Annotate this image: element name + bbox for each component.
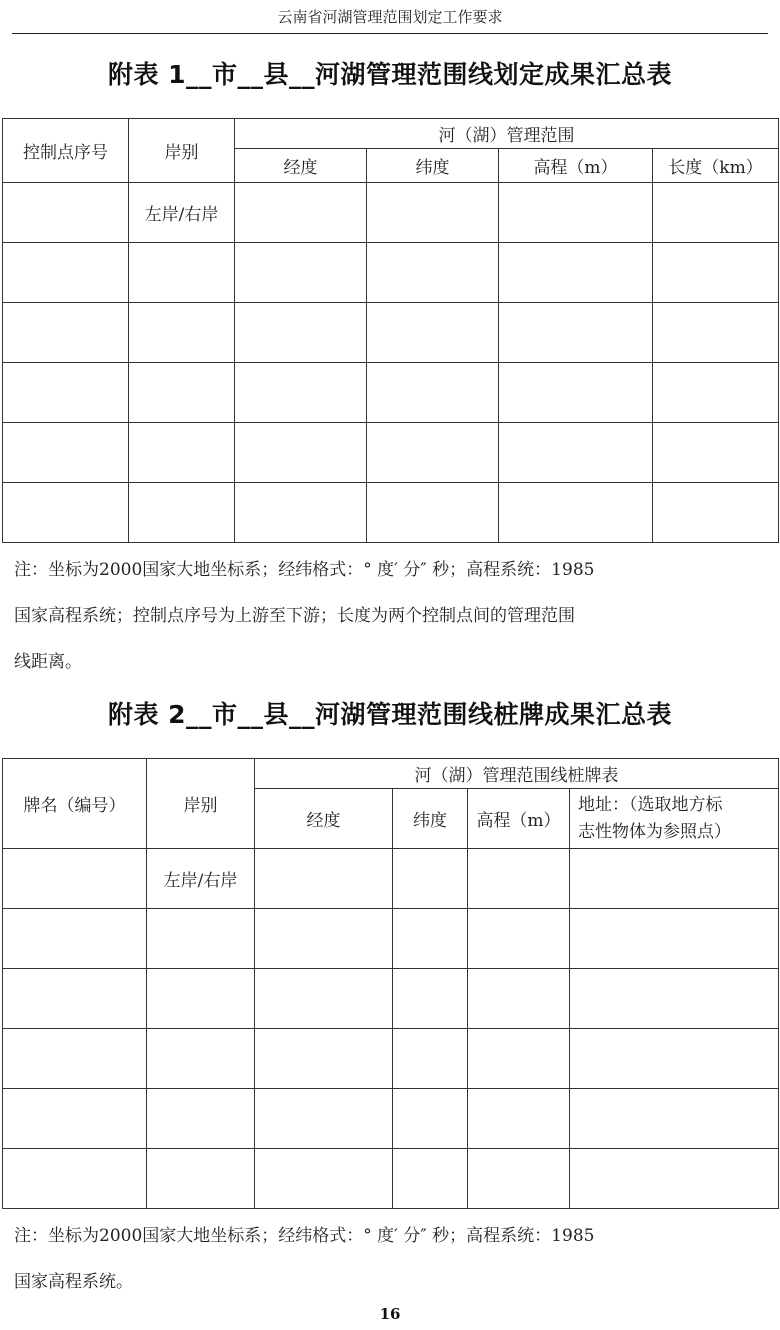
cell[interactable] bbox=[235, 363, 367, 423]
cell[interactable] bbox=[570, 969, 779, 1029]
cell[interactable] bbox=[367, 483, 499, 543]
cell[interactable]: 左岸/右岸 bbox=[129, 183, 235, 243]
cell[interactable] bbox=[468, 1029, 570, 1089]
cell[interactable] bbox=[3, 363, 129, 423]
cell[interactable] bbox=[570, 909, 779, 969]
table2-title: 附表 2__市__县__河湖管理范围线桩牌成果汇总表 bbox=[107, 700, 673, 729]
cell[interactable] bbox=[3, 1089, 147, 1149]
cell[interactable] bbox=[468, 1089, 570, 1149]
table1-title: 附表 1__市__县__河湖管理范围线划定成果汇总表 bbox=[107, 60, 673, 89]
cell[interactable] bbox=[3, 183, 129, 243]
header-bank: 岸别 bbox=[147, 759, 255, 849]
table1-note-line: 国家高程系统；控制点序号为上游至下游；长度为两个控制点间的管理范围 bbox=[14, 606, 575, 626]
cell[interactable] bbox=[393, 1149, 468, 1209]
header-rule bbox=[12, 33, 768, 34]
table-row bbox=[3, 1149, 779, 1209]
cell[interactable] bbox=[3, 1149, 147, 1209]
cell[interactable] bbox=[129, 363, 235, 423]
cell[interactable] bbox=[235, 303, 367, 363]
cell[interactable] bbox=[653, 303, 779, 363]
cell[interactable] bbox=[3, 483, 129, 543]
cell[interactable] bbox=[3, 909, 147, 969]
cell[interactable] bbox=[255, 1149, 393, 1209]
running-header: 云南省河湖管理范围划定工作要求 bbox=[277, 8, 503, 26]
table-row bbox=[3, 363, 779, 423]
page-number: 16 bbox=[379, 1305, 401, 1323]
header-seq: 控制点序号 bbox=[3, 119, 129, 183]
cell[interactable] bbox=[255, 849, 393, 909]
cell[interactable] bbox=[255, 1089, 393, 1149]
cell[interactable] bbox=[3, 243, 129, 303]
cell[interactable] bbox=[499, 423, 653, 483]
cell[interactable]: 左岸/右岸 bbox=[147, 849, 255, 909]
table-row bbox=[3, 969, 779, 1029]
cell[interactable] bbox=[255, 1029, 393, 1089]
cell[interactable] bbox=[3, 969, 147, 1029]
cell[interactable] bbox=[393, 849, 468, 909]
table-row bbox=[3, 909, 779, 969]
cell[interactable] bbox=[255, 909, 393, 969]
cell[interactable] bbox=[653, 483, 779, 543]
table2-note-line: 注：坐标为2000国家大地坐标系；经纬格式：° 度′ 分″ 秒；高程系统：1985 bbox=[14, 1226, 595, 1246]
cell[interactable] bbox=[653, 183, 779, 243]
cell[interactable] bbox=[129, 303, 235, 363]
cell[interactable] bbox=[499, 363, 653, 423]
cell[interactable] bbox=[468, 1149, 570, 1209]
cell[interactable] bbox=[468, 909, 570, 969]
cell[interactable] bbox=[3, 423, 129, 483]
table1 bbox=[2, 118, 779, 543]
cell[interactable] bbox=[367, 363, 499, 423]
table-row bbox=[3, 243, 779, 303]
table1-note-line: 注：坐标为2000国家大地坐标系；经纬格式：° 度′ 分″ 秒；高程系统：1985 bbox=[14, 560, 595, 580]
cell[interactable] bbox=[499, 183, 653, 243]
cell[interactable] bbox=[570, 849, 779, 909]
cell[interactable] bbox=[3, 1029, 147, 1089]
cell[interactable] bbox=[147, 909, 255, 969]
table-row bbox=[3, 423, 779, 483]
cell[interactable] bbox=[235, 483, 367, 543]
cell[interactable] bbox=[499, 483, 653, 543]
cell[interactable] bbox=[129, 423, 235, 483]
header-longitude: 经度 bbox=[255, 789, 393, 849]
header-latitude: 纬度 bbox=[393, 789, 468, 849]
cell[interactable] bbox=[367, 183, 499, 243]
cell[interactable] bbox=[147, 1149, 255, 1209]
cell[interactable] bbox=[235, 243, 367, 303]
cell[interactable] bbox=[147, 969, 255, 1029]
cell[interactable] bbox=[653, 243, 779, 303]
cell[interactable] bbox=[468, 969, 570, 1029]
header-elevation: 高程（m） bbox=[468, 789, 570, 849]
table-row bbox=[3, 183, 779, 243]
header-latitude: 纬度 bbox=[367, 149, 499, 183]
cell[interactable] bbox=[499, 243, 653, 303]
table-row bbox=[3, 483, 779, 543]
cell[interactable] bbox=[129, 483, 235, 543]
table-row bbox=[3, 849, 779, 909]
header-longitude: 经度 bbox=[235, 149, 367, 183]
header-address-line2: 志性物体为参照点） bbox=[578, 821, 731, 842]
cell[interactable] bbox=[570, 1149, 779, 1209]
header-length: 长度（km） bbox=[653, 149, 779, 183]
cell[interactable] bbox=[367, 423, 499, 483]
header-bank: 岸别 bbox=[129, 119, 235, 183]
table1-note-line: 线距离。 bbox=[14, 652, 82, 672]
cell[interactable] bbox=[147, 1089, 255, 1149]
header-address bbox=[570, 789, 779, 849]
cell[interactable] bbox=[570, 1089, 779, 1149]
table2 bbox=[2, 758, 779, 1209]
table-row bbox=[3, 1029, 779, 1089]
cell[interactable] bbox=[367, 303, 499, 363]
cell[interactable] bbox=[147, 1029, 255, 1089]
cell[interactable] bbox=[235, 183, 367, 243]
cell[interactable] bbox=[393, 969, 468, 1029]
cell[interactable] bbox=[468, 849, 570, 909]
table-row bbox=[3, 1089, 779, 1149]
cell[interactable] bbox=[570, 1029, 779, 1089]
cell[interactable] bbox=[255, 969, 393, 1029]
cell[interactable] bbox=[367, 243, 499, 303]
cell[interactable] bbox=[3, 849, 147, 909]
cell[interactable] bbox=[653, 363, 779, 423]
header-elevation: 高程（m） bbox=[499, 149, 653, 183]
cell[interactable] bbox=[129, 243, 235, 303]
header-address-line1: 地址：（选取地方标 bbox=[578, 794, 723, 815]
cell[interactable] bbox=[3, 303, 129, 363]
cell[interactable] bbox=[393, 1029, 468, 1089]
header-group: 河（湖）管理范围线桩牌表 bbox=[255, 759, 779, 789]
table2-note-line: 国家高程系统。 bbox=[14, 1272, 133, 1292]
header-name: 牌名（编号） bbox=[3, 759, 147, 849]
table-row bbox=[3, 303, 779, 363]
cell[interactable] bbox=[235, 423, 367, 483]
header-group: 河（湖）管理范围 bbox=[235, 119, 779, 149]
cell[interactable] bbox=[393, 909, 468, 969]
cell[interactable] bbox=[393, 1089, 468, 1149]
cell[interactable] bbox=[653, 423, 779, 483]
cell[interactable] bbox=[499, 303, 653, 363]
